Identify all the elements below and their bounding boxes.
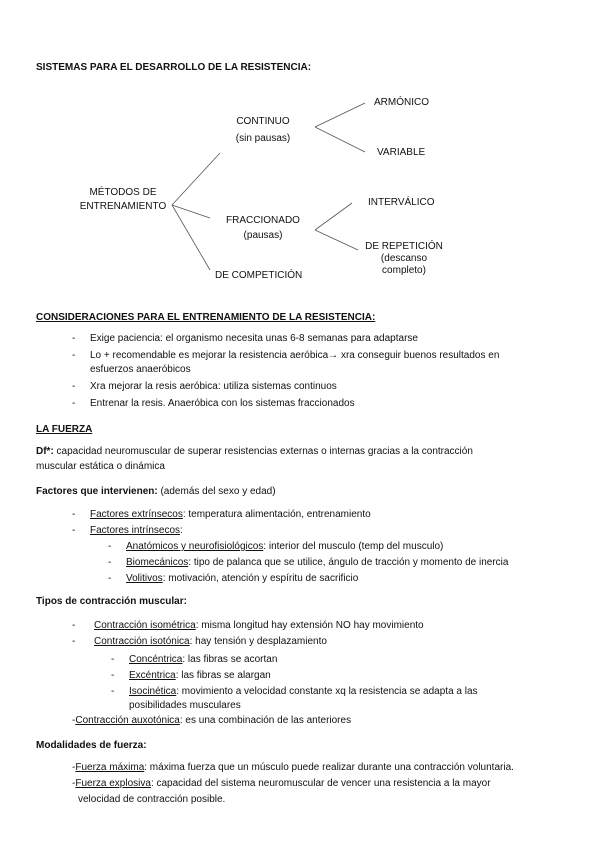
section-title-contraccion: Tipos de contracción muscular:	[36, 596, 187, 607]
node-repeticion-line3: completo)	[382, 265, 426, 276]
node-repeticion-line1: DE REPETICIÓN	[365, 241, 443, 252]
node-continuo-line1: CONTINUO	[236, 116, 290, 127]
section-title-modalidades: Modalidades de fuerza:	[36, 740, 147, 751]
definition-line: Df*: capacidad neuromuscular de superar resistencias externas o internas gracias a la contracción	[36, 446, 473, 457]
sub-list-item: - Anatómicos y neurofisiológicos: interior del musculo (temp del musculo)	[108, 541, 444, 552]
node-continuo-line2: (sin pausas)	[235, 133, 291, 144]
node-metodos-line2: ENTRENAMIENTO	[79, 201, 167, 212]
list-item-continuation: velocidad de contracción posible.	[78, 794, 226, 805]
factores-heading: Factores que intervienen: (además del sexo y edad)	[36, 486, 276, 497]
sub-list-item: - Excéntrica: las fibras se alargan	[111, 670, 271, 681]
line-continuo-armonico	[315, 103, 365, 127]
list-item-continuation: esfuerzos anaeróbicos	[90, 364, 191, 375]
list-item: - Lo + recomendable es mejorar la resistencia aeróbica→ xra conseguir buenos resultados en	[72, 350, 500, 361]
line-root-continuo	[172, 153, 220, 205]
list-item: -Fuerza explosiva: capacidad del sistema neuromuscular de vencer una resistencia a la mayor	[72, 778, 491, 789]
list-item: - Contracción isométrica: misma longitud hay extensión NO hay movimiento	[72, 620, 424, 631]
node-repeticion	[356, 241, 452, 277]
line-fraccionado-intervalico	[315, 203, 352, 230]
definition-line-2: muscular estática o dinámica	[36, 461, 165, 472]
line-fraccionado-repeticion	[315, 230, 358, 250]
node-fraccionado	[213, 213, 313, 243]
list-item: - Exige paciencia: el organismo necesita unas 6-8 semanas para adaptarse	[72, 333, 418, 344]
node-fraccionado-line1: FRACCIONADO	[226, 215, 300, 226]
sub-list-item: - Volitivos: motivación, atención y espíritu de sacrificio	[108, 573, 359, 584]
list-item: - Xra mejorar la resis aeróbica: utiliza sistemas continuos	[72, 381, 337, 392]
section-title-sistemas: SISTEMAS PARA EL DESARROLLO DE LA RESISTENCIA:	[36, 62, 312, 73]
node-armonico: ARMÓNICO	[374, 97, 429, 108]
line-continuo-variable	[315, 127, 365, 152]
list-item: - Contracción isotónica: hay tensión y desplazamiento	[72, 636, 327, 647]
list-item: - Entrenar la resis. Anaeróbica con los sistemas fraccionados	[72, 398, 355, 409]
sub-list-item: - Isocinética: movimiento a velocidad constante xq la resistencia se adapta a las	[111, 686, 478, 697]
node-metodos	[68, 186, 178, 214]
section-title-fuerza: LA FUERZA	[36, 424, 93, 435]
line-root-competicion	[172, 205, 210, 270]
sub-list-item: - Biomecánicos: tipo de palanca que se utilice, ángulo de tracción y momento de inercia	[108, 557, 509, 568]
list-item: -Contracción auxotónica: es una combinación de las anteriores	[72, 715, 352, 726]
node-fraccionado-line2: (pausas)	[243, 230, 283, 241]
node-continuo	[222, 113, 304, 147]
sub-list-item-continuation: posibilidades musculares	[129, 700, 241, 711]
list-item: - Factores extrínsecos: temperatura alimentación, entrenamiento	[72, 509, 371, 520]
sub-list-item: - Concéntrica: las fibras se acortan	[111, 654, 278, 665]
node-intervalico: INTERVÁLICO	[368, 197, 435, 208]
node-competicion: DE COMPETICIÓN	[215, 270, 303, 281]
node-repeticion-line2: (descanso	[380, 253, 428, 264]
node-metodos-line1: MÉTODOS DE	[89, 187, 157, 198]
list-item: - Factores intrínsecos:	[72, 525, 183, 536]
node-variable: VARIABLE	[377, 147, 426, 158]
section-title-consideraciones: CONSIDERACIONES PARA EL ENTRENAMIENTO DE LA RESISTENCIA:	[36, 312, 376, 323]
list-item: -Fuerza máxima: máxima fuerza que un músculo puede realizar durante una contracción voluntaria.	[72, 762, 514, 773]
